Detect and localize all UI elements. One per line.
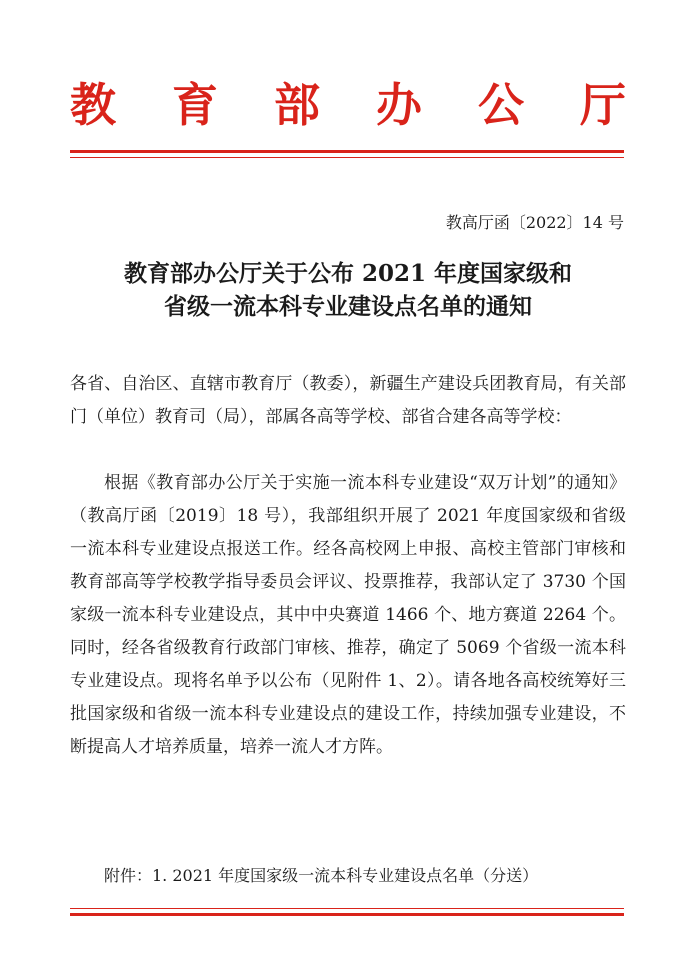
office-title-char: 公 [478,78,524,132]
header-rule-thick [70,150,624,153]
issuing-office-title [70,72,626,132]
office-title-char: 部 [274,78,320,132]
attachment-line: 附件：1. 2021 年度国家级一流本科专业建设点名单（分送） [104,866,539,885]
document-title-line-2: 省级一流本科专业建设点名单的通知 [164,293,532,320]
office-title-char: 办 [376,78,422,132]
document-number: 教高厅函〔2022〕14 号 [445,213,624,232]
office-title-char: 厅 [580,78,626,132]
header-rule-thin [70,157,624,158]
body-paragraph: 根据《教育部办公厅关于实施一流本科专业建设“双万计划”的通知》（教高厅函〔2019〕18 号），我部组织开展了 2021 年度国家级和省级一流本科专业建设点报送工作。经各高校网上申报、高校主管部门审核和教育部高等学校教学指导委员会评议、投票推荐，我部认定了 3730 个国家级一流本科专业建设点，其中中央赛道 1466 个、地方赛道 2264 个。同时，经各省级教育行政部门审核、推荐，确定了 5069 个省级一流本科专业建设点。现将名单予以公布（见附件 1、2）。请各地各高校统筹好三批国家级和省级一流本科专业建设点的建设工作，持续加强专业建设，不断提高人才培养质量，培养一流人才方阵。 [70,473,626,757]
office-title-char: 育 [172,78,218,132]
footer-rule-thin [70,908,624,909]
document-title [70,257,626,323]
footer-rule-thick [70,913,624,916]
office-title-char: 教 [70,78,116,132]
addressees: 各省、自治区、直辖市教育厅（教委），新疆生产建设兵团教育局，有关部门（单位）教育司（局），部属各高等学校、部省合建各高等学校： [70,374,626,427]
document-title-line-1: 教育部办公厅关于公布 2021 年度国家级和 [123,260,573,287]
